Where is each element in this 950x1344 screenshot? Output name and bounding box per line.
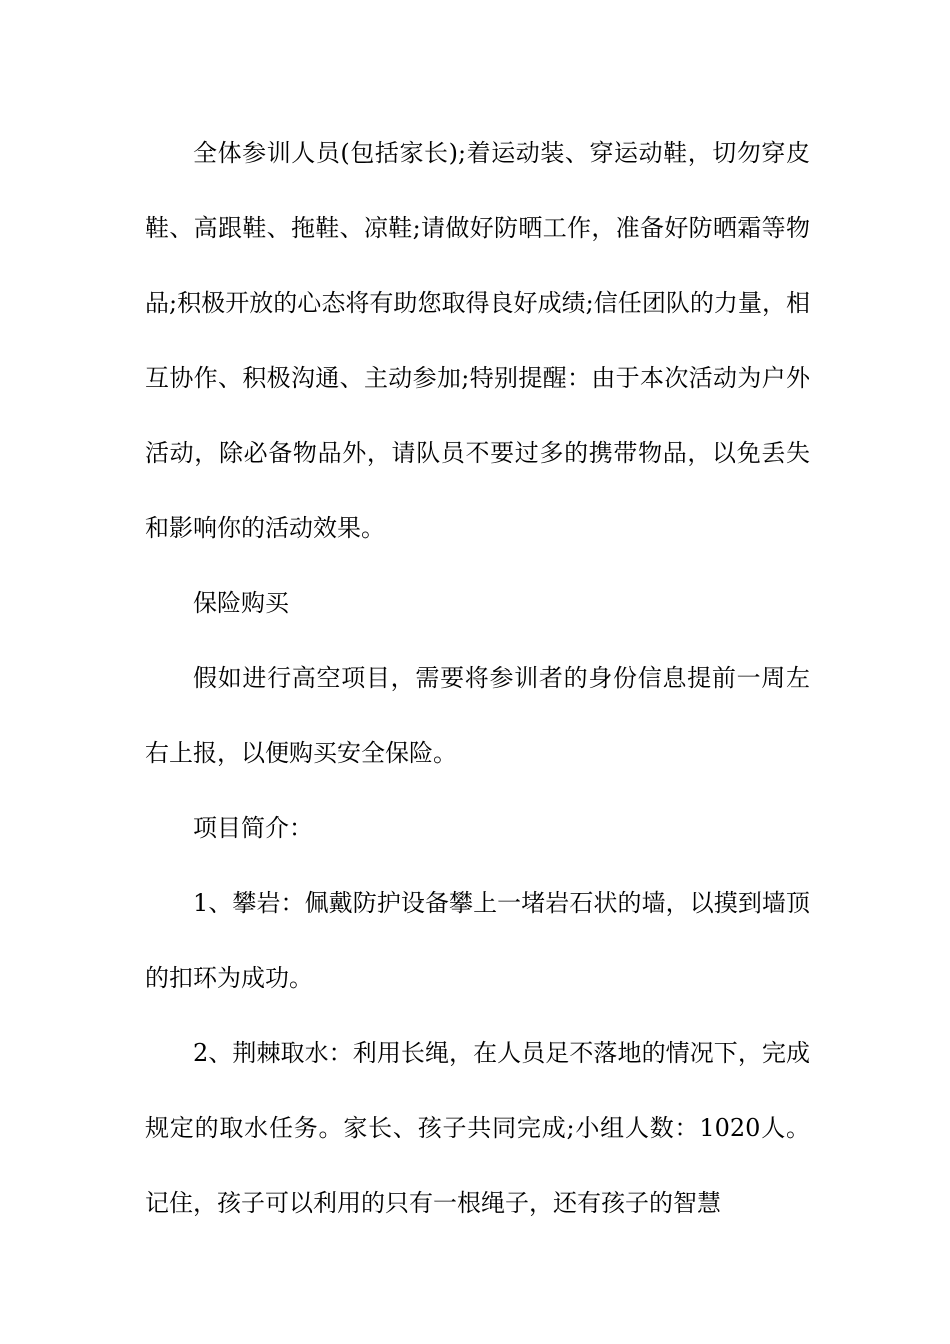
paragraph-rock-climbing: 1、攀岩：佩戴防护设备攀上一堵岩石状的墙，以摸到墙顶的扣环为成功。 xyxy=(145,889,810,992)
paragraph-preparation: 全体参训人员(包括家长);着运动装、穿运动鞋，切勿穿皮鞋、高跟鞋、拖鞋、凉鞋;请做好防晒工作，准备好防晒霜等物品;积极开放的心态将有助您取得良好成绩;信任团队的力量，相互协作、积极沟通、主动参加;特别提醒：由于本次活动为户外活动，除必备物品外，请队员不要过多的携带物品，以免丢失和影响你的活动效果。 xyxy=(145,139,810,542)
document-body xyxy=(145,116,810,1241)
paragraph-insurance: 假如进行高空项目，需要将参训者的身份信息提前一周左右上报，以便购买安全保险。 xyxy=(145,664,810,767)
heading-project-intro: 项目简介： xyxy=(193,814,313,842)
heading-insurance: 保险购买 xyxy=(193,589,289,617)
paragraph-thorn-water: 2、荆棘取水：利用长绳，在人员足不落地的情况下，完成规定的取水任务。家长、孩子共同完成;小组人数：1020人。记住，孩子可以利用的只有一根绳子，还有孩子的智慧 xyxy=(145,1039,810,1217)
